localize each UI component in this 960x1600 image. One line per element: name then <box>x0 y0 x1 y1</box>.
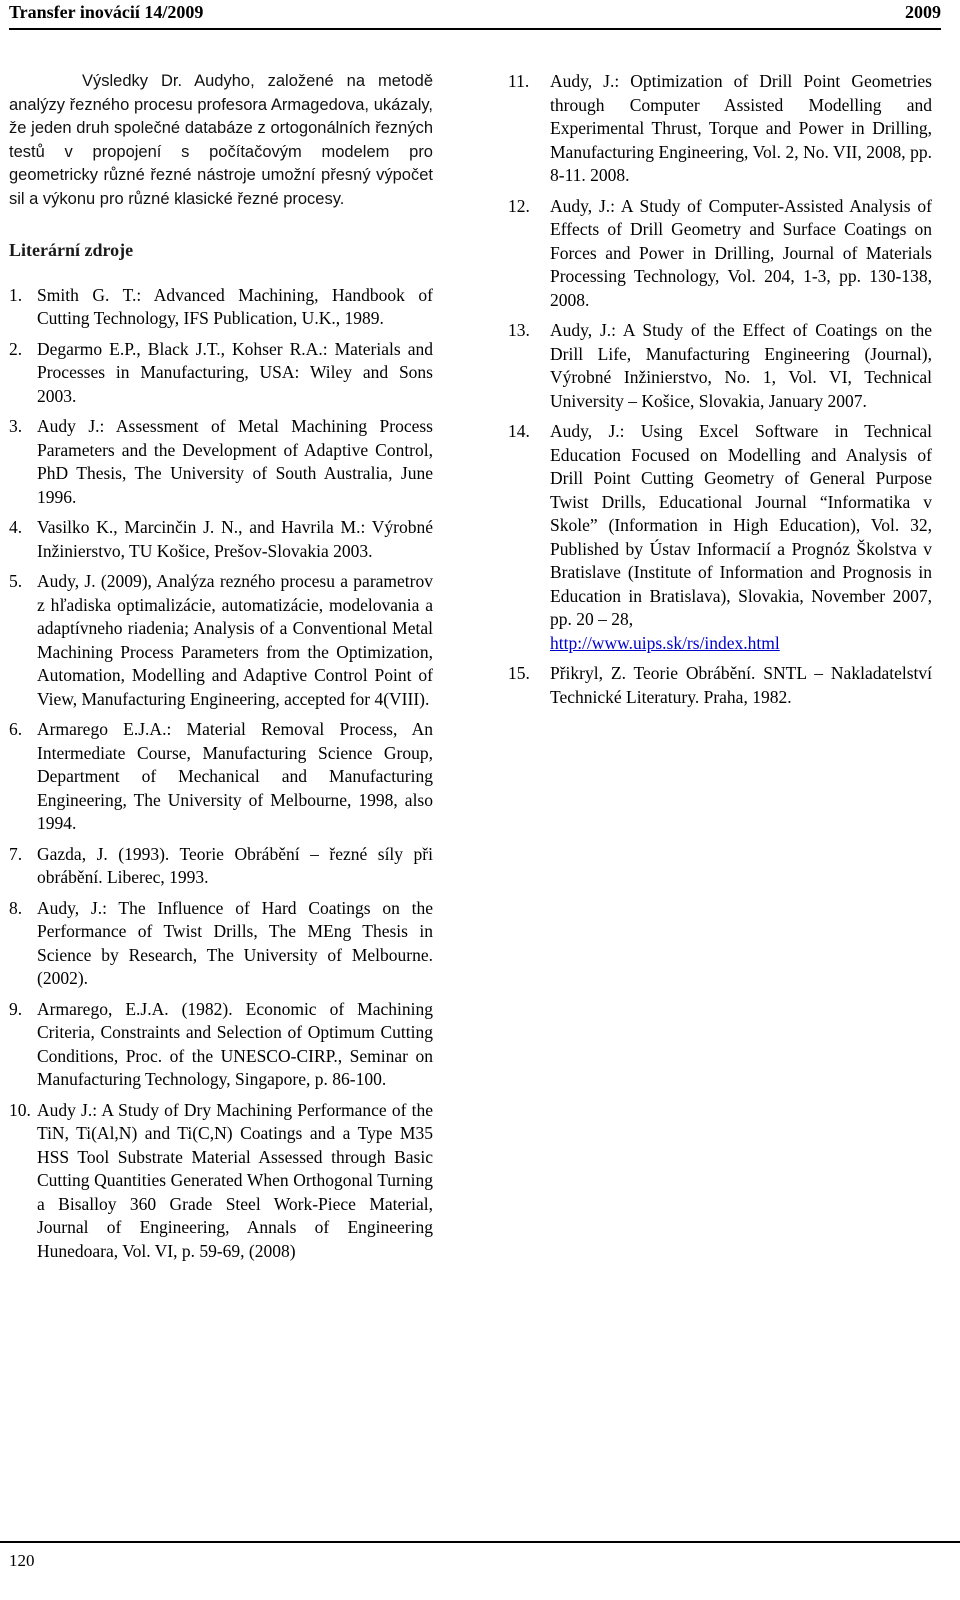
reference-number: 3. <box>9 416 23 436</box>
reference-text: Audy, J.: Optimization of Drill Point Geometries through Computer Assisted Modelling and Experimental Thrust, Torque and Power in Drilling, Manufacturing Engineering, Vol. 2, No. VII, 2008, pp. 8-11. 2008. <box>550 71 932 185</box>
reference-number: 8. <box>9 897 23 918</box>
reference-number: 13. <box>508 320 530 340</box>
right-column <box>508 70 932 716</box>
reference-number: 12. <box>508 195 530 216</box>
reference-item <box>508 319 932 413</box>
left-column <box>9 70 433 1270</box>
reference-item <box>9 843 433 890</box>
intro-paragraph: Výsledky Dr. Audyho, založené na metodě analýzy řezného procesu profesora Armagedova, ukázaly, že jeden druh společné databáze z ortogonálních řezných testů v propojení s počítačovým modelem pro geometricky různé řezné nástroje umožní přesný výpočet sil a výkonu pro různé klasické řezné procesy. <box>9 72 433 208</box>
reference-number: 7. <box>9 843 23 864</box>
page-number: 120 <box>9 1551 35 1570</box>
reference-item <box>9 516 433 563</box>
reference-number: 1. <box>9 284 23 305</box>
reference-number: 9. <box>9 998 23 1019</box>
reference-item <box>508 662 932 709</box>
reference-text: Přikryl, Z. Teorie Obrábění. SNTL – Nakladatelství Technické Literatury. Praha, 1982. <box>550 663 932 707</box>
reference-item <box>9 998 433 1092</box>
reference-number: 6. <box>9 719 23 739</box>
reference-text: Audy J.: Assessment of Metal Machining Process Parameters and the Development of Adaptive Control, PhD Thesis, The University of South Australia, June 1996. <box>37 416 433 507</box>
reference-number: 14. <box>508 421 530 441</box>
reference-item <box>9 415 433 509</box>
reference-item <box>508 420 932 655</box>
reference-url-link[interactable]: http://www.uips.sk/rs/index.html <box>550 632 780 653</box>
reference-number: 11. <box>508 71 530 91</box>
reference-item <box>9 570 433 711</box>
reference-item <box>508 70 932 188</box>
reference-text: Audy, J.: A Study of Computer-Assisted Analysis of Effects of Drill Geometry and Surface Coatings on Forces and Power in Drilling, Journal of Materials Processing Technology, Vol. 204, 1-3, pp. 130-138, 2008. <box>550 195 932 310</box>
footer-divider <box>0 1541 960 1543</box>
reference-text: Armarego E.J.A.: Material Removal Process, An Intermediate Course, Manufacturing Science Group, Department of Mechanical and Manufacturing Engineering, The University of Melbourne, 1998, also 1994. <box>37 719 433 833</box>
reference-item <box>9 1099 433 1264</box>
reference-text: Audy, J.: The Influence of Hard Coatings on the Performance of Twist Drills, The MEng Thesis in Science by Research, The University of Melbourne. (2002). <box>37 897 433 988</box>
reference-text: Audy, J.: A Study of the Effect of Coatings on the Drill Life, Manufacturing Engineering (Journal), Výrobné Inžinierstvo, No. 1, Vol. VI, Technical University – Košice, Slovakia, January 2007. <box>550 320 932 411</box>
section-heading: Literární zdroje <box>9 240 134 260</box>
reference-text: Armarego, E.J.A. (1982). Economic of Machining Criteria, Constraints and Selection of Optimum Cutting Conditions, Proc. of the UNESCO-CIRP., Seminar on Manufacturing Technology, Singapore, p. 86-100. <box>37 998 433 1089</box>
reference-number: 15. <box>508 663 530 683</box>
reference-text: Gazda, J. (1993). Teorie Obrábění – řezné síly při obrábění. Liberec, 1993. <box>37 843 433 887</box>
reference-number: 2. <box>9 338 23 359</box>
running-header <box>9 0 941 30</box>
reference-number: 4. <box>9 517 23 537</box>
reference-text: Audy, J. (2009), Analýza rezného procesu a parametrov z hľadiska optimalizácie, automatizácie, modelovania a adaptívneho riadenia; Analysis of a Conventional Metal Machining Process Parameters from the Optimization, Automation, Modelling and Adaptive Control Point of View, Manufacturing Engineering, accepted for 4(VIII). <box>37 571 433 709</box>
reference-item <box>9 718 433 836</box>
reference-item <box>9 338 433 409</box>
header-year: 2009 <box>905 2 941 22</box>
reference-text: Audy, J.: Using Excel Software in Technical Education Focused on Modelling and Analysis of Drill Point Cutting Geometry of General Purpose Twist Drills, Educational Journal “Informatika v Skole” (Information in High Education), Vol. 32, Published by Ústav Informacií a Prognóz Školstva v Bratislave (Institute of Information and Prognosis in Education in Bratislava), Slovakia, November 2007, pp. 20 – 28, <box>550 421 932 629</box>
reference-text: Smith G. T.: Advanced Machining, Handbook of Cutting Technology, IFS Publication, U.K., 1989. <box>37 284 433 328</box>
reference-item <box>9 897 433 991</box>
reference-text: Audy J.: A Study of Dry Machining Performance of the TiN, Ti(Al,N) and Ti(C,N) Coatings and a Type M35 HSS Tool Substrate Material Assessed through Basic Cutting Quantities Generated When Orthogonal Turning a Bisalloy 360 Grade Steel Work-Piece Material, Journal of Engineering, Annals of Engineering Hunedoara, Vol. VI, p. 59-69, (2008) <box>37 1099 433 1261</box>
reference-text-block <box>550 420 932 655</box>
reference-number: 5. <box>9 571 23 591</box>
reference-item <box>9 284 433 331</box>
reference-item <box>508 195 932 313</box>
reference-text: Degarmo E.P., Black J.T., Kohser R.A.: Materials and Processes in Manufacturing, USA: Wiley and Sons 2003. <box>37 338 433 406</box>
journal-title: Transfer inovácií 14/2009 <box>9 2 204 22</box>
reference-text: Vasilko K., Marcinčin J. N., and Havrila M.: Výrobné Inžinierstvo, TU Košice, Prešov-Slovakia 2003. <box>37 517 433 561</box>
reference-number: 10. <box>9 1099 31 1120</box>
